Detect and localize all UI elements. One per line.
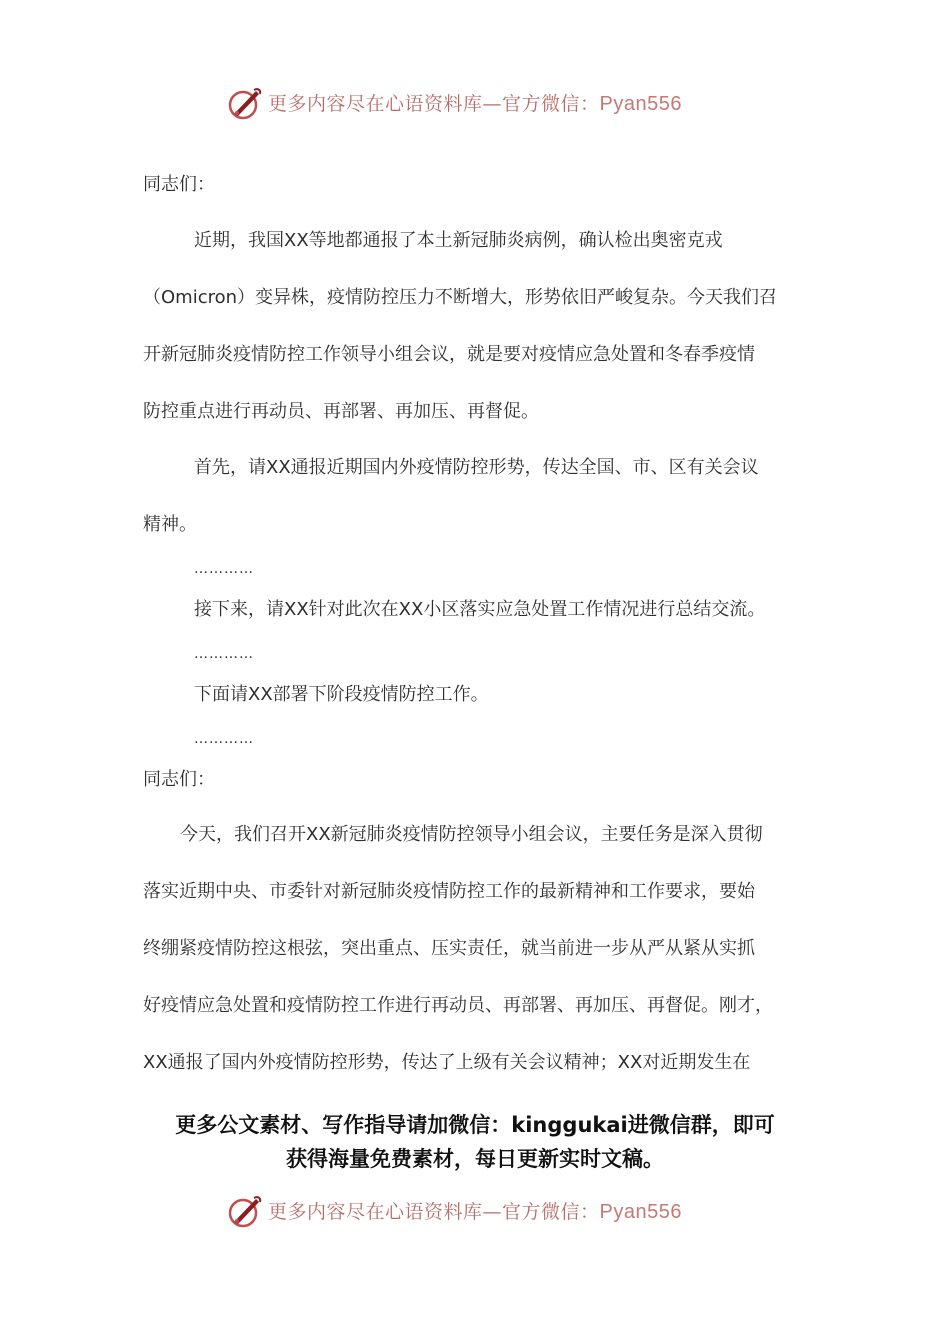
- quill-logo-icon: [226, 1194, 262, 1230]
- header-banner: [0, 82, 950, 126]
- paragraph-1-line-4: 防控重点进行再动员、再部署、再加压、再督促。: [143, 401, 539, 422]
- paragraph-2-line-1: 首先，请XX通报近期国内外疫情防控形势，传达全国、市、区有关会议: [194, 457, 759, 478]
- promo-line-1: 更多公文素材、写作指导请加微信：kinggukai进微信群，即可: [175, 1113, 775, 1137]
- paragraph-1-line-2: （Omicron）变异株，疫情防控压力不断增大，形势依旧严峻复杂。今天我们召: [143, 287, 778, 308]
- paragraph-5-line-3: 终绷紧疫情防控这根弦，突出重点、压实责任，就当前进一步从严从紧从实抓: [143, 938, 755, 959]
- paragraph-1-line-3: 开新冠肺炎疫情防控工作领导小组会议，就是要对疫情应急处置和冬春季疫情: [143, 344, 755, 365]
- banner-wechat-id: Pyan556: [599, 93, 682, 115]
- ellipsis-1: …………: [194, 561, 254, 577]
- quill-logo-icon: [226, 86, 262, 122]
- footer-banner: [0, 1190, 950, 1234]
- paragraph-1-line-1: 近期，我国XX等地都通报了本土新冠肺炎病例，确认检出奥密克戎: [194, 230, 723, 251]
- paragraph-5-line-5: XX通报了国内外疫情防控形势，传达了上级有关会议精神；XX对近期发生在: [143, 1052, 751, 1073]
- banner-text: 更多内容尽在心语资料库—官方微信：: [268, 93, 600, 115]
- greeting-2: 同志们：: [143, 769, 215, 790]
- banner-text: 更多内容尽在心语资料库—官方微信：: [268, 1201, 600, 1223]
- paragraph-2-line-2: 精神。: [143, 514, 197, 535]
- paragraph-3: 接下来，请XX针对此次在XX小区落实应急处置工作情况进行总结交流。: [194, 599, 766, 620]
- ellipsis-3: …………: [194, 731, 254, 747]
- banner-wechat-id: Pyan556: [599, 1201, 682, 1223]
- promo-line-2: 获得海量免费素材，每日更新实时文稿。: [286, 1147, 664, 1171]
- paragraph-5-line-4: 好疫情应急处置和疫情防控工作进行再动员、再部署、再加压、再督促。刚才，: [143, 995, 773, 1016]
- paragraph-5-line-1: 今天，我们召开XX新冠肺炎疫情防控领导小组会议，主要任务是深入贯彻: [180, 824, 763, 845]
- greeting-1: 同志们：: [143, 174, 215, 195]
- ellipsis-2: …………: [194, 646, 254, 662]
- paragraph-5-line-2: 落实近期中央、市委针对新冠肺炎疫情防控工作的最新精神和工作要求，要始: [143, 881, 755, 902]
- paragraph-4: 下面请XX部署下阶段疫情防控工作。: [194, 684, 489, 705]
